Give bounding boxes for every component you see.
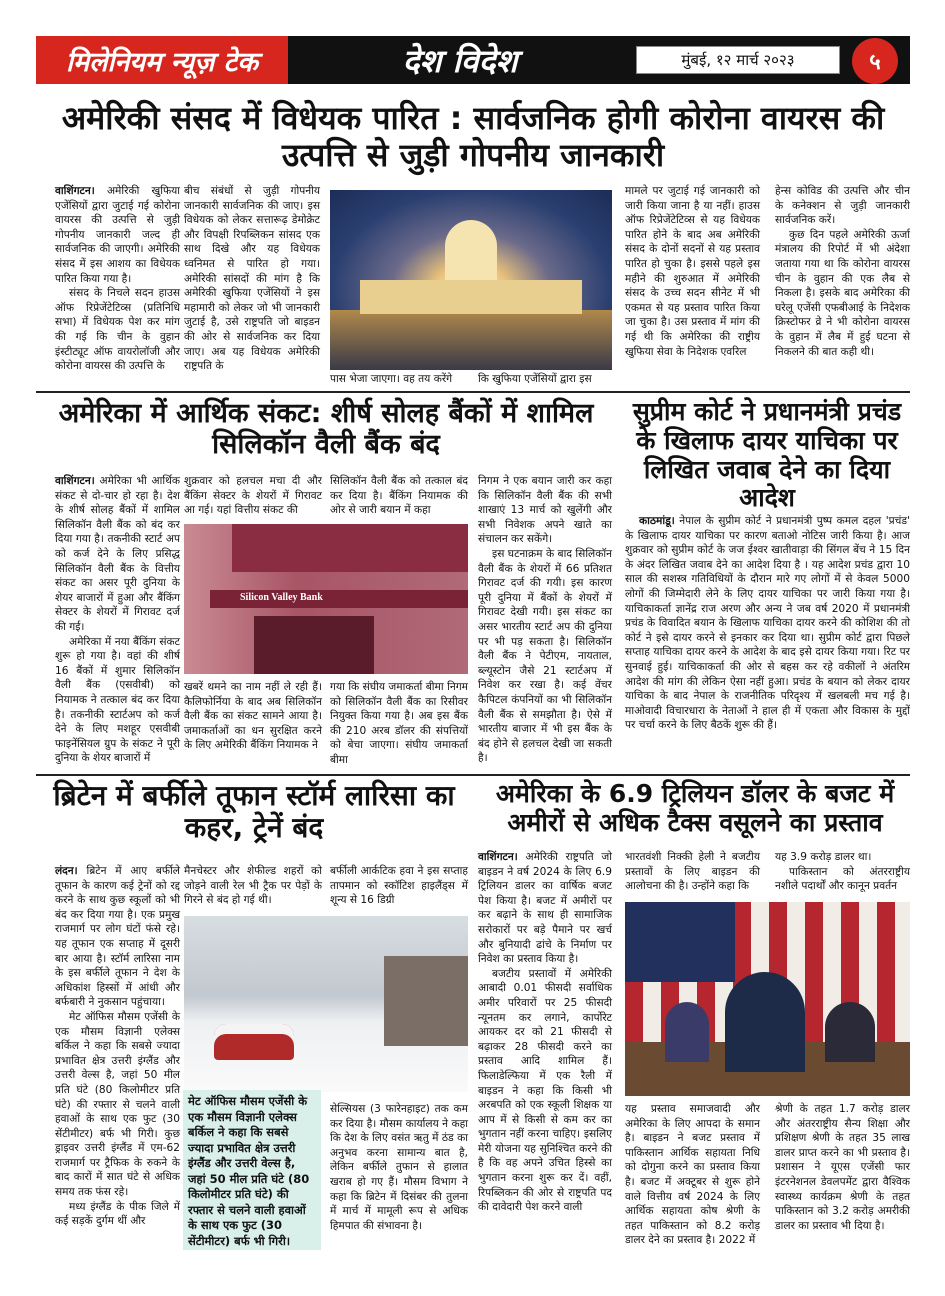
paragraph: बर्फीली आर्कटिक हवा ने इस सप्ताह तापमान को स्कॉटिश हाइलैंड्स में शून्य से 16 डिग्री [330, 865, 468, 907]
paragraph: मामले पर जुटाई गई जानकारी को जारी किया जाना है या नहीं। हाउस ऑफ रिप्रेजेंटेटिव्स से यह विधेयक पारित होने के बाद अब अमेरिकी संसद के दोनों सदनों से यह प्रस्ताव पारित हो चुका है। इससे पहले इस महीने की शुरुआत में अमेरिकी संसद के उच्च सदन सीनेट में भी एकमत से यह प्रस्ताव पारित किया जा चुका है। उस प्रस्ताव में मांग की गई थी कि अमेरिका की राष्ट्रीय खुफिया सेवा के निदेशक एवरिल [625, 185, 760, 358]
biden-congress-image [625, 902, 910, 1096]
article-column [330, 864, 468, 908]
bank-sign: Silicon Valley Bank [210, 590, 468, 608]
article-column [625, 184, 760, 359]
divider [36, 391, 910, 393]
newspaper-logo: मिलेनियम न्यूज़ टेक [36, 36, 288, 84]
article-column [330, 372, 466, 387]
headline-corona-bill: अमेरिकी संसद में विधेयक पारित : सार्वजनिक होगी कोरोना वायरस की उत्पत्ति से जुड़ी गोपनीय जानकारी [61, 99, 885, 174]
article-column [184, 184, 320, 374]
paragraph: शुक्रवार को हलचल मचा दी और बैंकिंग सेक्टर के शेयरों में गिरावट आ गई। यहां वित्तीय संकट की [184, 475, 322, 517]
headline-us-budget: अमेरिका के 6.9 ट्रिलियन डॉलर के बजट में अमीरों से अधिक टैक्स वसूलने का प्रस्ताव [495, 779, 895, 837]
paragraph: सेल्सियस (3 फारेनहाइट) तक कम कर दिया है। मौसम कार्यालय ने कहा कि देश के लिए वसंत ऋतु में ठंड का अनुभव करना सामान्य बात है, लेकिन बर्फीले तुफान से हालात खराब हो गए हैं। मौसम विभाग ने कहा कि ब्रिटेन में दिसंबर की तुलना में मार्च में मामूली रूप से अधिक हिमपात की संभावना है। [330, 1103, 468, 1232]
dateline: लंदन। [55, 865, 78, 877]
dateline: वाशिंगटन। [55, 185, 95, 197]
article-column [330, 680, 468, 768]
paragraph: मेट ऑफिस मौसम एजेंसी के एक मौसम विज्ञानी एलेक्स बर्किल ने कहा कि सबसे ज्यादा प्रभावित क्षेत्र उत्तरी इंग्लैंड और उत्तरी वेल्स है, जहां 50 मील प्रति घंटे (80 किलोमीटर प्रति घंटे) की रफ्तार से चलने वाली हवाओं के साथ एक फुट (30 सेंटीमीटर) बर्फ भी गिरी। कुछ ड्राइवर उत्तरी इंग्लैंड में एम-62 राजमार्ग पर ट्रैफिक के रुकने के बाद कारों में सात घंटे से अधिक समय तक फंस रहे। [55, 1010, 180, 1199]
dateline: वाशिंगटन। [55, 475, 95, 487]
paragraph: खबरें थमने का नाम नहीं ले रही हैं। कैलिफोर्निया के बाद अब सिलिकॉन वैली बैंक का संकट सामने आया है। जमाकर्ताओं का धन सुरक्षित करने के लिए अमेरिकी बैंकिंग नियामक ने [184, 681, 322, 752]
headline-nepal-court: सुप्रीम कोर्ट ने प्रधानमंत्री प्रचंड के खिलाफ दायर याचिका पर लिखित जवाब देने का दिया आदेश [632, 397, 902, 513]
paragraph: अमेरिकी राष्ट्रपति जो बाइडन ने वर्ष 2024 के लिए 6.9 ट्रिलियन डालर का वार्षिक बजट पेश किया है। बजट में अमीरों पर कर बढ़ाने के साथ ही सामाजिक सरोकारों पर बड़े पैमाने पर खर्च और बुनियादी ढांचे के निर्माण पर निवेश का प्रस्ताव किया है। [478, 851, 612, 966]
headline-britain-storm: ब्रिटेन में बर्फीले तूफान स्टॉर्म लारिसा का कहर, ट्रेनें बंद [53, 779, 455, 845]
paragraph: अमेरिकी खुफिया एजेंसियों द्वारा जुटाई गई कोरोना वायरस की उत्पत्ति से जुड़ी गोपनीय जानकारी जल्द ही सार्वजनिक की जाएगी। अमेरिकी संसद में इस आशय का विधेयक पारित किया गया है। [55, 185, 180, 285]
paragraph: अमेरिका भी आर्थिक संकट से दो-चार हो रहा है। देश के शीर्ष सोलह बैंकों में शामिल सिलिकॉन वैली बैंक को बंद कर दिया गया है। तकनीकी स्टार्ट अप को कर्ज देने के लिए प्रसिद्ध सिलिकॉन वैली बैंक के वित्तीय संकट का असर पूरी दुनिया के शेयर बाजारों में हुआ और बैंकिंग सेक्टर के शेयरों में गिरावट दर्ज की गई। [55, 475, 180, 633]
article-column [775, 184, 910, 359]
dateline: काठमांडू। [639, 515, 675, 527]
capitol-building-image [330, 190, 612, 370]
article-column [184, 680, 322, 753]
silicon-valley-bank-image [184, 524, 468, 674]
article-column [478, 850, 612, 1215]
article-column [330, 1102, 468, 1233]
article-column [184, 864, 322, 908]
paragraph: पाकिस्तान को अंतरराष्ट्रीय नशीले पदार्थों और कानून प्रवर्तन [775, 865, 910, 893]
paragraph: श्रेणी के तहत 1.7 करोड़ डालर और अंतरराष्ट्रीय सैन्य शिक्षा और प्रशिक्षण श्रेणी के तहत 35 लाख डालर प्राप्त करने का भी प्रस्ताव है। प्रशासन ने यूएस एजेंसी फार इंटरनेशनल डेवलपमेंट द्वारा वैश्विक स्वास्थ्य कार्यक्रम श्रेणी के तहत पाकिस्तान को 3.2 करोड़ अमरीकी डालर का प्रस्ताव भी दिया है। [775, 1103, 910, 1232]
paragraph: कुछ दिन पहले अमेरिकी ऊर्जा मंत्रालय की रिपोर्ट में भी अंदेशा जताया गया था कि कोरोना वायरस चीन के वुहान की एक लैब से निकला है। इसके बाद अमेरिका की घरेलू एजेंसी एफबीआई के निदेशक क्रिस्टोफर व्रे ने भी कोरोना वायरस के वुहान में लैब में हुई घटना से निकलने की बात कही थी। [775, 228, 910, 358]
issue-date: मुंबई, १२ मार्च २०२३ [636, 46, 840, 74]
paragraph: गया कि संघीय जमाकर्ता बीमा निगम को सिलिकॉन वैली बैंक का रिसीवर नियुक्त किया गया है। अब इस बैंक की 210 अरब डॉलर की संपत्तियों को बेचा जाएगा। संघीय जमाकर्ता बीमा [330, 681, 468, 766]
article-column [478, 474, 612, 766]
headline-svb: अमेरिका में आर्थिक संकट: शीर्ष सोलह बैंकों में शामिल सिलिकॉन वैली बैंक बंद [58, 398, 594, 461]
paragraph: कि खुफिया एजेंसियों द्वारा इस [478, 373, 592, 385]
photo-caption: मेट ऑफिस मौसम एजेंसी के एक मौसम विज्ञानी एलेक्स बर्किल ने कहा कि सबसे ज्यादा प्रभावित क्षेत्र उत्तरी इंग्लैंड और उत्तरी वेल्स है, जहां 50 मील प्रति घंटे (80 किलोमीटर प्रति घंटे) की रफ्तार से चलने वाली हवाओं के साथ एक फुट (30 सेंटीमीटर) बर्फ भी गिरी। [183, 1090, 321, 1250]
page-number: ५ [852, 38, 898, 84]
article-column [625, 1102, 760, 1248]
paragraph: संसद के निचले सदन हाउस ऑफ रिप्रेजेंटेटिव्स (प्रतिनिधि सभा) में विधेयक पेश कर मांग की गई कि चीन के वुहान इंस्टीट्यूट ऑफ वायरोलॉजी और कोरोना वायरस की उत्पत्ति के [55, 287, 180, 373]
paragraph: मैनचेस्टर और शेफील्ड शहरों को जोड़ने वाली रेल भी ट्रैक पर पेड़ों के गिरने से बंद हो गई थी। [184, 865, 322, 907]
article-column [625, 514, 910, 733]
paragraph: भारतवंशी निक्की हेली ने बजटीय प्रस्तावों के लिए बाइडन की आलोचना की है। उन्होंने कहा कि [625, 851, 760, 893]
article-column [625, 850, 760, 894]
paragraph: बजटीय प्रस्तावों में अमेरिकी आबादी 0.01 फीसदी सर्वाधिक अमीर परिवारों पर 25 फीसदी न्यूनतम कर लगाने, कार्पोरेट आयकर दर को 21 फीसदी से बढ़ाकर 28 फीसदी करने का प्रस्ताव आदि शामिल हैं। फिलाडेल्फिया में एक रैली में बाइडन ने कहा कि किसी भी अरबपति को एक स्कूली शिक्षक या आप में से किसी से कम कर का भुगतान नहीं करना चाहिए। इसलिए मेरी योजना यह सुनिश्चित करने की है कि वह अपने उचित हिस्से का भुगतान करना शुरू कर दें। वहीं, रिपब्लिकन की ओर से राष्ट्रपति पद की दावेदारी पेश करने वाली [478, 967, 612, 1214]
article-column [55, 474, 180, 766]
paragraph: पास भेजा जाएगा। वह तय करेंगे [330, 373, 453, 385]
paragraph: अमेरिका में नया बैंकिंग संकट शुरू हो गया है। वहां की शीर्ष 16 बैंकों में शुमार सिलिकॉन वैली बैंक (एसवीबी) को नियामक ने तत्काल बंद कर दिया है। तकनीकी स्टार्टअप को कर्ज देने के लिए मशहूर एसवीबी फाइनेंसियल ग्रुप के संकट ने पूरी दुनिया के शेयर बाजारों में [55, 635, 180, 765]
paragraph: ब्रिटेन में आए बर्फीले तूफान के कारण कई ट्रेनों को रद्द करने के साथ कुछ स्कूलों को भी बंद कर दिया गया है। एक प्रमुख राजमार्ग पर लोग घंटों फंसे रहे। यह तूफान एक सप्ताह में दूसरी बार आया है। स्टॉर्म लारिसा नाम के इस बर्फीले तूफान ने देश के अधिकांश हिस्सों में आंधी और बर्फबारी ने नुकसान पहुंचाया। [55, 865, 180, 1009]
section-title: देश विदेश [402, 41, 518, 80]
paragraph: यह प्रस्ताव समाजवादी और अमेरिका के लिए आपदा के समान है। बाइडन ने बजट प्रस्ताव में पाकिस्तान आर्थिक सहायता निधि को दोगुना करने का प्रस्ताव किया है। बजट में अक्टूबर से शुरू होने वाले वित्तीय वर्ष 2024 के लिए आर्थिक सहायता कोष श्रेणी के तहत पाकिस्तान को 8.2 करोड़ डालर देने का प्रस्ताव है। 2022 में [625, 1103, 760, 1247]
article-column [184, 474, 322, 518]
paragraph: निगम ने एक बयान जारी कर कहा कि सिलिकॉन वैली बैंक की सभी शाखाएं 13 मार्च को खुलेंगी और सभी निवेशक अपने खाते का संचालन कर सकेंगे। [478, 475, 612, 546]
paragraph: मध्य इंग्लैंड के पीक जिले में कई सड़कें दुर्गम थीं और [55, 1200, 180, 1228]
paragraph: हेन्स कोविड की उत्पत्ति और चीन के कनेक्शन से जुड़ी जानकारी सार्वजनिक करें। [775, 185, 910, 227]
article-column [330, 474, 468, 518]
snowy-street-image [184, 916, 468, 1092]
paragraph: नेपाल के सुप्रीम कोर्ट ने प्रधानमंत्री पुष्प कमल दहल 'प्रचंड' के खिलाफ दायर याचिका पर कारण बताओ नोटिस जारी किया है। आज शुक्रवार को सुप्रीम कोर्ट के जज ईश्वर खातीवाड़ा की सिंगल बेंच ने 15 दिन के अंदर लिखित जवाब देने का आदेश दिया है । यह आदेश प्रचंड द्वारा 10 साल की सशस्त्र गतिविधियों के दौरान मारे गए लोगों में से केवल 5000 लोगों की जिम्मेदारी लेने के लिए दायर याचिका पर जारी किया गया है। याचिकाकर्ता ज्ञानेंद्र राज अरण और अन्य ने जब वर्ष 2020 में प्रधानमंत्री प्रचंड के विवादित बयान के खिलाफ याचिका दायर करने की कोशिश की तो कोर्ट ने इसे दायर करने से इनकार कर दिया था। सुप्रीम कोर्ट द्वारा पिछले सप्ताह याचिका दायर करने के आदेश के बाद इसे दायर किया गया। रिट पर सुनवाई हुई। याचिकाकर्ता की ओर से बहस कर रहे वकीलों ने अंतरिम आदेश की मांग की लेकिन ऐसा नहीं हुआ। प्रचंड के बयान को लेकर दायर याचिका के बाद नेपाल के राजनीतिक परिदृश्य में खलबली मच गई है। माओवादी विचारधारा के नेताओं ने हाल ही में एकता और विकास के मुद्दों पर चर्चा करने के लिए बैठकें शुरू की हैं। [625, 515, 910, 732]
paragraph: इस घटनाक्रम के बाद सिलिकॉन वैली बैंक के शेयरों में 66 प्रतिशत गिरावट दर्ज की गयी। इस कारण पूरी दुनिया में बैंकों के शेयरों में गिरावट देखी गयी। इस संकट का असर भारतीय स्टार्ट अप की दुनिया पर भी पड़ सकता है। सिलिकॉन वैली बैंक ने पेटीएम, नायताल, ब्ल्यूस्टोन जैसे 21 स्टार्टअप में निवेश कर रखा है। कई वेंचर कैपिटल कंपनियों का भी सिलिकॉन वैली बैंक से समझौता है। ऐसे में भारतीय बाजार में भी इस बैंक के बंद होने से हलचल देखी जा सकती है। [478, 547, 612, 765]
divider [36, 774, 910, 776]
article-column [775, 1102, 910, 1233]
paragraph: सिलिकॉन वैली बैंक को तत्काल बंद कर दिया है। बैंकिंग नियामक की ओर से जारी बयान में कहा [330, 475, 468, 517]
dateline: वाशिंगटन। [478, 851, 518, 863]
article-column [775, 850, 910, 894]
article-column [55, 864, 180, 1229]
paragraph: यह 3.9 करोड़ डालर था। [775, 851, 872, 863]
article-column [55, 184, 180, 374]
paragraph: बीच संबंधों से जुड़ी गोपनीय जानकारी सार्वजनिक की जाए। इस विधेयक को लेकर सत्तारूढ़ डेमोक्रेट और विपक्षी रिपब्लिकन सांसद एक साथ दिखे और यह विधेयक ध्वनिमत से पारित हो गया। अमेरिकी सांसदों की मांग है कि अमेरिकी खुफिया एजेंसियों ने इस महामारी को लेकर जो भी जानकारी जुटाई है, उसे राष्ट्रपति जो बाइडन की ओर से सार्वजनिक कर दिया जाए। अब यह विधेयक अमेरिकी राष्ट्रपति के [184, 185, 320, 373]
article-column [478, 372, 612, 387]
